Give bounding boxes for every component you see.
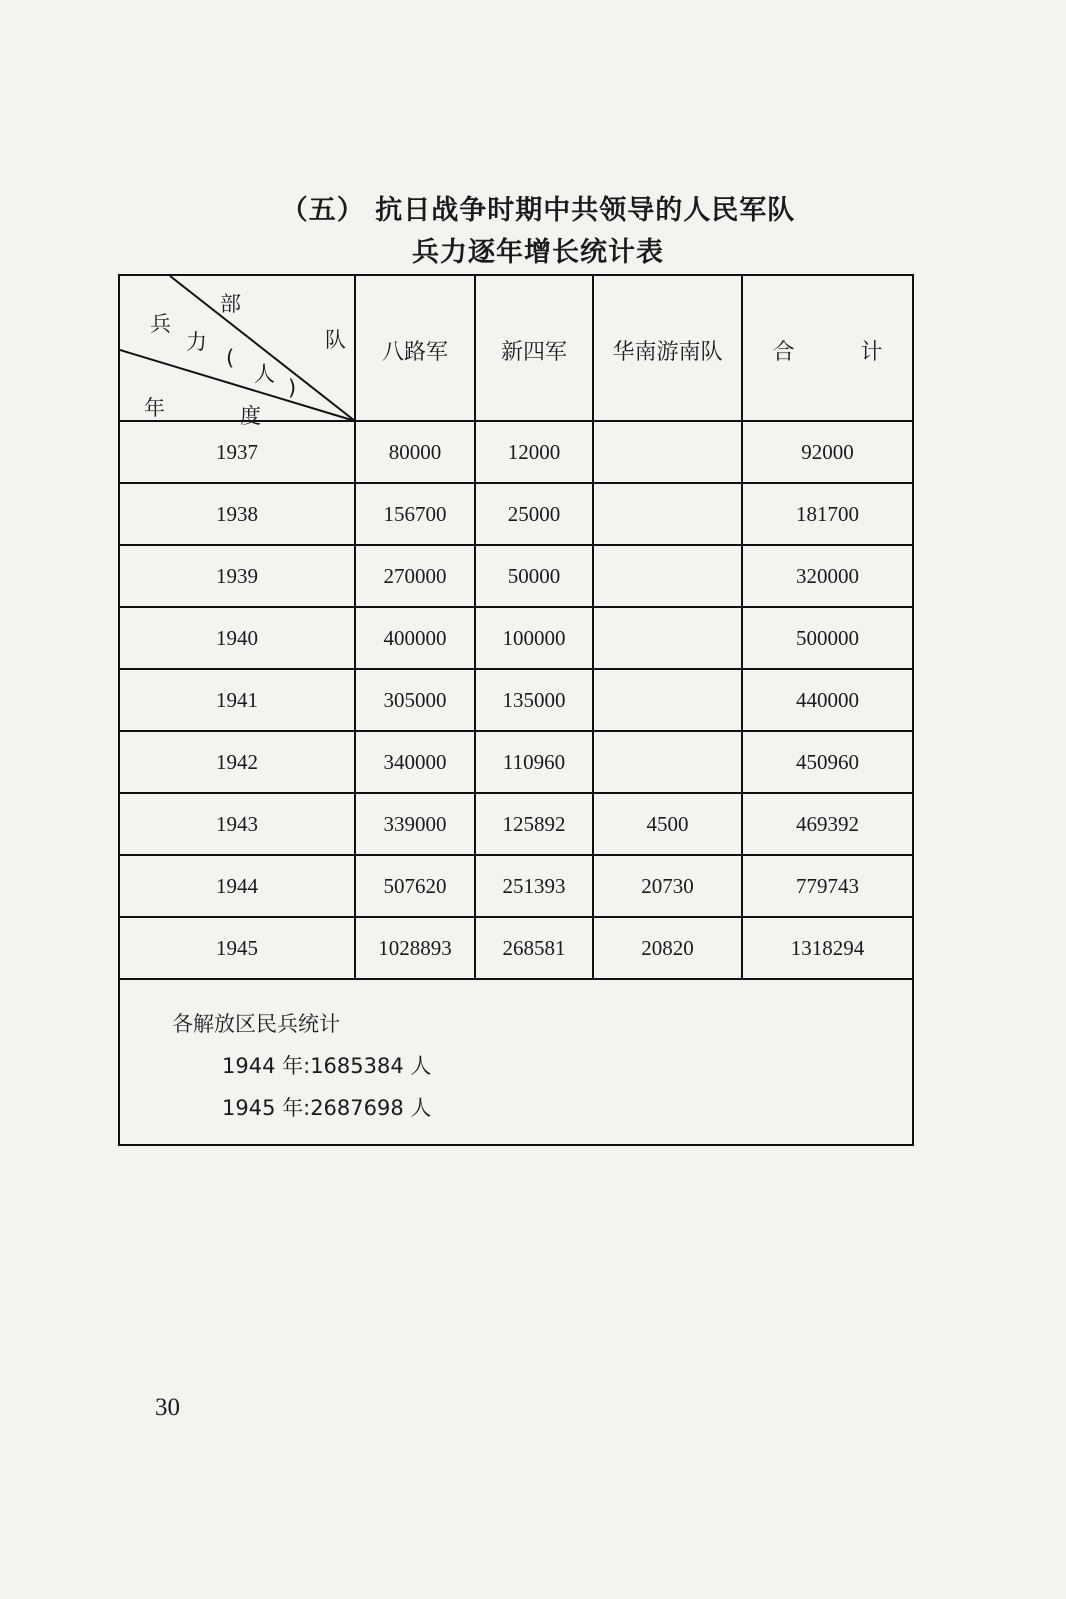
cell-xinsijun: 100000: [502, 626, 566, 650]
cell-xinsijun: 135000: [502, 688, 566, 712]
cell-xinsijun: 251393: [502, 874, 566, 898]
statistics-table: [118, 274, 914, 1146]
header-ren: 人: [254, 362, 275, 386]
cell-xinsijun: 25000: [507, 502, 561, 526]
cell-balujun: 270000: [383, 564, 447, 588]
header-li: 力: [186, 330, 207, 354]
cell-year: 1939: [216, 564, 258, 588]
cell-total: 500000: [796, 626, 859, 650]
column-header-xinsijun: 新四军: [500, 340, 567, 365]
militia-note-1944: 1944 年:1685384 人: [222, 1054, 432, 1078]
header-paren-close: ): [288, 376, 297, 400]
cell-year: 1942: [216, 750, 258, 774]
column-header-balujun: 八路军: [381, 340, 448, 365]
cell-total: 320000: [796, 564, 859, 588]
cell-xinsijun: 50000: [507, 564, 561, 588]
header-bu: 部: [220, 292, 241, 316]
cell-year: 1943: [216, 812, 258, 836]
cell-total: 779743: [796, 874, 859, 898]
cell-year: 1944: [216, 874, 258, 898]
row-divider: [120, 544, 912, 546]
militia-note-heading: 各解放区民兵统计: [172, 1012, 340, 1036]
cell-balujun: 80000: [388, 440, 442, 464]
cell-total: 92000: [801, 440, 854, 464]
cell-total: 181700: [796, 502, 859, 526]
cell-balujun: 340000: [383, 750, 447, 774]
cell-year: 1945: [216, 936, 258, 960]
cell-year: 1940: [216, 626, 258, 650]
cell-xinsijun: 110960: [502, 750, 566, 774]
cell-huanan: 20820: [641, 936, 694, 960]
header-nian: 年: [144, 396, 165, 420]
cell-year: 1938: [216, 502, 258, 526]
cell-total: 440000: [796, 688, 859, 712]
row-divider: [120, 916, 912, 918]
cell-balujun: 400000: [383, 626, 447, 650]
cell-total: 450960: [796, 750, 859, 774]
cell-xinsijun: 268581: [502, 936, 566, 960]
cell-balujun: 507620: [383, 874, 447, 898]
header-du: 度: [240, 404, 261, 428]
row-divider: [120, 978, 912, 980]
page-number: 30: [155, 1394, 180, 1421]
cell-huanan: 20730: [641, 874, 694, 898]
header-dui: 队: [325, 328, 346, 352]
cell-xinsijun: 12000: [507, 440, 561, 464]
page-title-line1: （五） 抗日战争时期中共领导的人民军队: [280, 195, 796, 226]
cell-year: 1941: [216, 688, 258, 712]
header-bing: 兵: [150, 312, 171, 336]
cell-xinsijun: 125892: [502, 812, 566, 836]
cell-balujun: 1028893: [378, 936, 452, 960]
column-header-huanan: 华南游南队: [612, 340, 723, 365]
column-header-total: 合 计: [772, 340, 883, 365]
row-divider: [120, 482, 912, 484]
cell-year: 1937: [216, 440, 258, 464]
cell-balujun: 156700: [383, 502, 447, 526]
row-divider: [120, 606, 912, 608]
row-divider: [120, 792, 912, 794]
cell-total: 469392: [796, 812, 859, 836]
militia-note-1945: 1945 年:2687698 人: [222, 1096, 432, 1120]
row-divider: [120, 668, 912, 670]
page-title-line2: 兵力逐年增长统计表: [412, 237, 664, 268]
cell-huanan: 4500: [646, 812, 689, 836]
cell-balujun: 305000: [383, 688, 447, 712]
row-divider: [120, 730, 912, 732]
cell-balujun: 339000: [383, 812, 447, 836]
row-divider: [120, 854, 912, 856]
header-paren-open: (: [226, 346, 235, 370]
cell-total: 1318294: [790, 936, 865, 960]
